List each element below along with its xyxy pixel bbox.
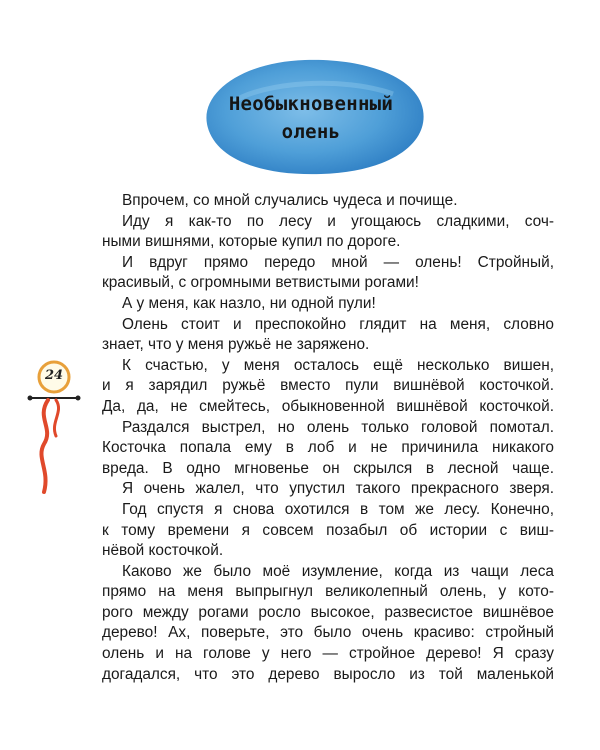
story-body-text xyxy=(102,191,554,685)
text-line: А у меня, как назло, ни одной пули! xyxy=(122,294,376,312)
chapter-title-line-2: олень xyxy=(281,121,341,143)
text-line: знает, что у меня ружьё не заряжено. xyxy=(102,336,370,354)
text-line: ными вишнями, которые купил по дороге. xyxy=(102,233,401,251)
text-line: и я зарядил ружьё вместо пули вишнёвой косточкой. xyxy=(102,377,554,395)
text-line: прямо на меня выпрыгнул великолепный олень, у кото- xyxy=(102,583,554,601)
text-line: нёвой косточкой. xyxy=(102,542,224,560)
text-line: Иду я как-то по лесу и угощаюсь сладкими, соч- xyxy=(122,212,554,230)
text-line: Олень стоит и преспокойно глядит на меня, словно xyxy=(122,315,554,333)
page-number: 24 xyxy=(44,368,64,383)
page-number-marker xyxy=(26,358,86,498)
text-line: красивый, с огромными ветвистыми рогами! xyxy=(102,274,419,292)
text-line: И вдруг прямо передо мной — олень! Стройный, xyxy=(122,253,554,271)
chapter-title xyxy=(193,90,429,146)
text-line: догадался, что это дерево выросло из той маленькой xyxy=(102,665,554,683)
text-line: Впрочем, со мной случались чудеса и почище. xyxy=(122,192,458,209)
text-line: К счастью, у меня осталось ещё несколько вишен, xyxy=(122,356,554,374)
text-line: Раздался выстрел, но олень только головой помотал. xyxy=(122,418,554,436)
text-line: олень и на голове у него — стройное дерево! Я сразу xyxy=(102,645,554,663)
text-line: Косточка попала ему в лоб и не причинила никакого xyxy=(102,439,554,457)
text-line: дерево! Ах, поверьте, это было очень красиво: стройный xyxy=(102,624,554,642)
text-line: к тому времени я совсем позабыл об истории с виш- xyxy=(102,521,554,539)
text-line: рого между рогами росло высокое, развесистое вишнёвое xyxy=(102,603,554,621)
text-line: вреда. В одно мгновенье он скрылся в лесной чаще. xyxy=(102,459,554,477)
text-line: Год спустя я снова охотился в том же лесу. Конечно, xyxy=(122,500,554,518)
text-line: Я очень жалел, что упустил такого прекрасного зверя. xyxy=(122,480,554,498)
chapter-title-line-1: Необыкновенный xyxy=(228,93,394,115)
text-line: Да, да, не смейтесь, обыкновенной вишнёвой косточкой. xyxy=(102,397,554,415)
text-line: Каково же было моё изумление, когда из чащи леса xyxy=(122,562,554,580)
